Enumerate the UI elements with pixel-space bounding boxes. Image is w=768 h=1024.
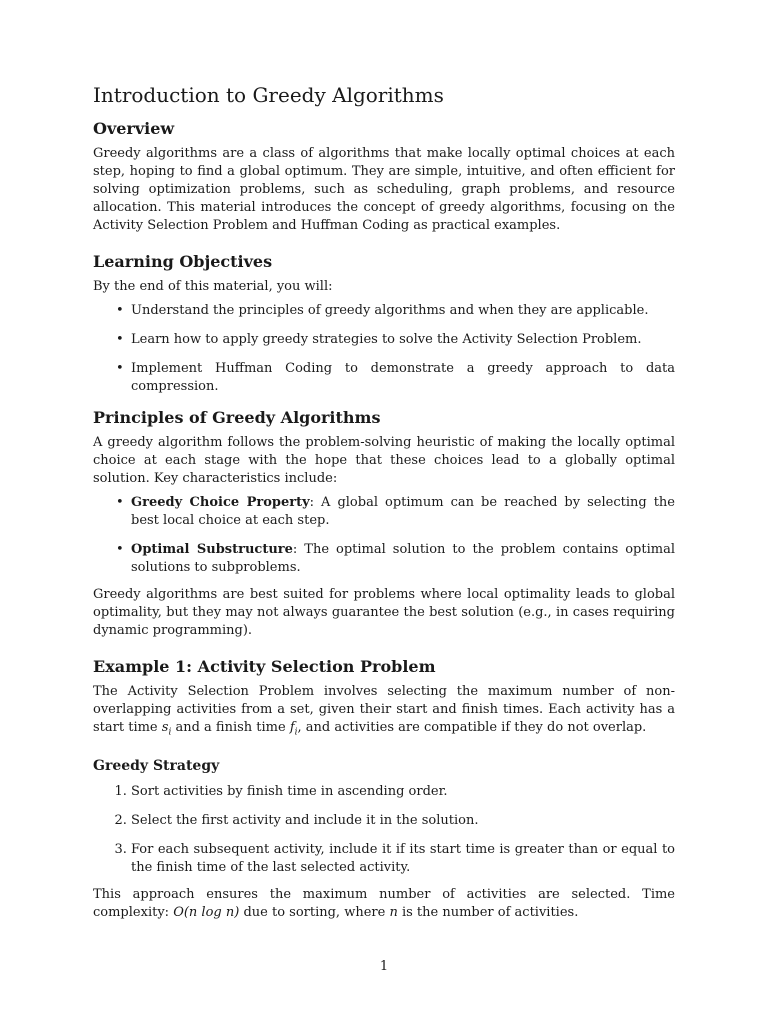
document-title: Introduction to Greedy Algorithms: [93, 83, 444, 107]
objectives-intro: By the end of this material, you will:: [93, 279, 333, 294]
strategy-outro: [93, 886, 675, 922]
text-run: due to sorting, where: [239, 904, 390, 920]
principles-section: [93, 407, 675, 640]
objectives-heading: Learning Objectives: [93, 252, 273, 271]
term-label: Optimal Substructure: [131, 542, 293, 557]
text-run: The Activity Selection Problem involves selecting the maximum number of non-overlapping activities from a set, given their start and finish times. Each activity has a start time: [93, 684, 675, 735]
example1-paragraph: [93, 683, 675, 742]
strategy-steps: [93, 783, 675, 877]
text-run: This approach ensures the maximum number of activities are selected. Time complexity:: [93, 886, 675, 920]
list-item: 3. For each subsequent activity, include it if its start time is greater than or equal to the finish time of the last selected activity.: [131, 841, 675, 877]
principles-list: [93, 494, 675, 577]
list-item: • Understand the principles of greedy algorithms and when they are applicable.: [131, 302, 675, 320]
overview-section: [93, 118, 675, 235]
complexity-formula: O(n log n): [173, 904, 240, 920]
term-description: : A global optimum can be reached by selecting the best local choice at each step.: [131, 495, 675, 528]
math-var-n: n: [389, 904, 398, 920]
strategy-subsection: [93, 756, 675, 922]
math-var-s: [161, 720, 172, 738]
text-run: is the number of activities.: [397, 904, 579, 920]
list-item: • Implement Huffman Coding to demonstrate a greedy approach to data compression.: [131, 360, 675, 396]
list-item: [131, 541, 675, 577]
page-number: 1: [379, 959, 389, 974]
page-content: [93, 80, 675, 922]
term-description: : The optimal solution to the problem contains optimal solutions to subproblems.: [131, 542, 676, 575]
text-run: , and activities are compatible if they do not overlap.: [297, 720, 647, 735]
principles-outro: Greedy algorithms are best suited for problems where local optimality leads to global optimality, but they may not always guarantee the best solution (e.g., in cases requiring dynamic programming).: [93, 587, 675, 638]
math-symbol: s: [161, 720, 169, 735]
term-label: Greedy Choice Property: [131, 495, 310, 510]
overview-heading: Overview: [93, 119, 175, 138]
strategy-heading: Greedy Strategy: [93, 757, 220, 774]
list-item: 2. Select the first activity and include it in the solution.: [131, 812, 675, 830]
math-symbol: f: [289, 720, 295, 735]
text-run: and a finish time: [171, 720, 290, 735]
list-item: 1. Sort activities by finish time in ascending order.: [131, 783, 675, 801]
list-item: [131, 494, 675, 530]
objectives-section: [93, 251, 675, 396]
example1-heading: Example 1: Activity Selection Problem: [93, 657, 436, 676]
math-subscript: i: [294, 727, 298, 738]
principles-heading: Principles of Greedy Algorithms: [93, 408, 381, 427]
math-subscript: i: [168, 727, 172, 738]
math-var-f: [289, 720, 298, 738]
example1-section: [93, 656, 675, 922]
objectives-list: [93, 302, 675, 396]
principles-intro: A greedy algorithm follows the problem-solving heuristic of making the locally optimal choice at each stage with the hope that these choices lead to a globally optimal solution. Key characteristics include:: [93, 435, 675, 486]
list-item: • Learn how to apply greedy strategies to solve the Activity Selection Problem.: [131, 331, 675, 349]
overview-paragraph: Greedy algorithms are a class of algorithms that make locally optimal choices at each step, hoping to find a global optimum. They are simple, intuitive, and often efficient for solving optimization problems, such as scheduling, graph problems, and resource allocation. This material introduces the concept of greedy algorithms, focusing on the Activity Selection Problem and Huffman Coding as practical examples.: [93, 146, 675, 233]
